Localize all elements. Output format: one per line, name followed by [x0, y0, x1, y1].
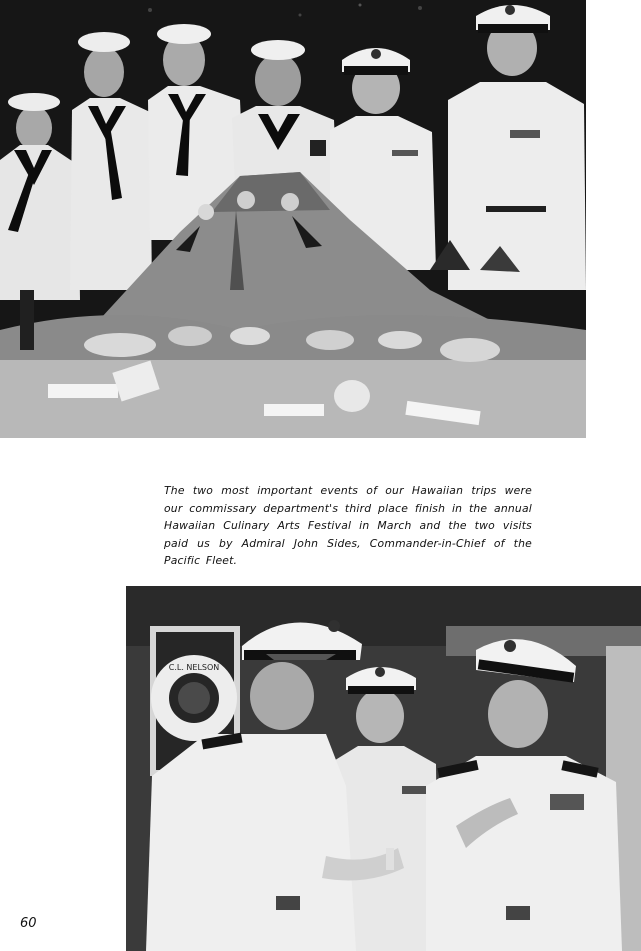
life-ring-label: C.L. NELSON: [168, 663, 220, 672]
admiral-visit-image: [126, 586, 641, 951]
culinary-festival-photo: [0, 0, 586, 438]
photo-caption: The two most important events of our Hawaiian trips were our commissary department's third place finish in the annual Hawaiian Culinary Arts Festival in March and the two visits paid us by Admiral John Sides, Commander-in-Chief of the Pacific Fleet.: [164, 484, 532, 567]
culinary-festival-image: [0, 0, 586, 438]
admiral-visit-photo: [126, 586, 641, 951]
page-number: 60: [20, 916, 37, 931]
